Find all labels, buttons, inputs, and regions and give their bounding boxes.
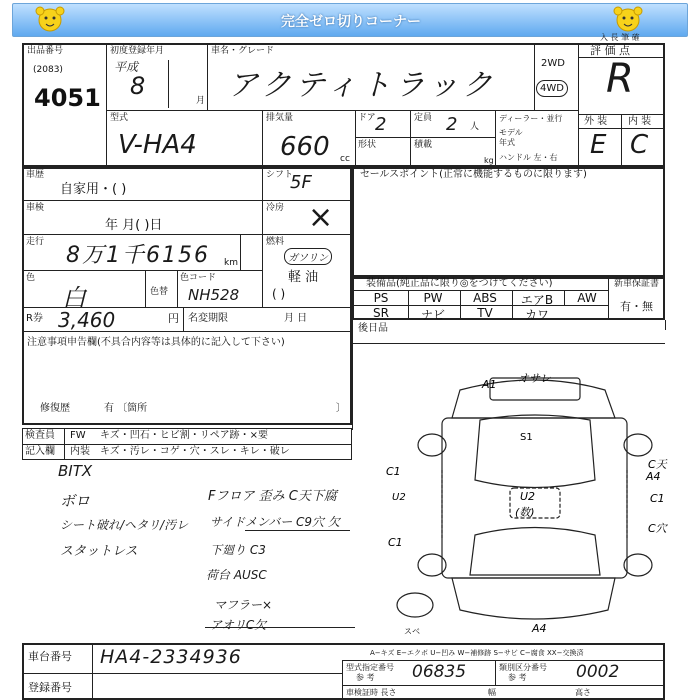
- load-label: 積載: [414, 140, 433, 150]
- note-line-1: BITX: [58, 462, 93, 480]
- equipment-item: カワ: [524, 308, 549, 322]
- name-change-value: 月 日: [284, 313, 308, 324]
- class-sub: 参 考: [508, 673, 527, 682]
- ac-value: ×: [308, 200, 334, 235]
- fuel-label: 燃料: [266, 237, 285, 247]
- ac-label: 冷房: [266, 203, 285, 213]
- mileage-value: 8万1千6156: [66, 243, 210, 268]
- fuel-value-hand: ガソリン: [284, 248, 332, 265]
- repair-label: 修復歴: [40, 403, 70, 414]
- warranty-label: 新車保証書: [614, 279, 660, 289]
- cert-width: 幅: [488, 688, 496, 697]
- capacity-unit: 人: [470, 122, 480, 132]
- rear-seat-label: 後日品: [358, 323, 388, 334]
- lot-number: 4051: [34, 84, 101, 112]
- mark-count: (数): [515, 506, 535, 519]
- color-changed-label: 色替: [150, 287, 169, 297]
- kg-unit: kg: [484, 156, 494, 165]
- mark-osare: オサレ: [518, 372, 551, 385]
- shift-label: シフト: [266, 170, 294, 180]
- first-reg-label: 初度登録年月: [110, 46, 165, 56]
- doors-label: ドア: [358, 113, 376, 123]
- class-value: 0002: [576, 662, 620, 682]
- mileage-label: 走行: [26, 237, 45, 247]
- mark-a4-bottom: A4: [532, 622, 547, 635]
- mark-a1: A1: [482, 378, 497, 391]
- mascot-left-icon: [34, 5, 66, 35]
- equipment-title: 装備品(純正品に限り◎をつけてください): [366, 278, 553, 289]
- sales-title: セールスポイント(正常に機能するものに限ります): [360, 169, 587, 180]
- inspector-marks: キズ・凹石・ヒビ割・リペア跡・×要: [100, 430, 268, 441]
- fuel-value: 軽 油: [288, 270, 319, 285]
- mark-c1-right: C1: [650, 492, 665, 505]
- color-label: 色: [26, 273, 36, 283]
- dealer-label: ディーラー・並行: [499, 114, 563, 123]
- sales-frame: [352, 167, 665, 277]
- note-right-6: アオリC欠: [210, 618, 267, 632]
- notice-label: 注意事項申告欄(不具合内容等は具体的に記入して下さい): [27, 337, 285, 348]
- note-right-2: サイドメンバー C9穴 欠: [210, 515, 340, 529]
- cert-label: 車検証時 長さ: [346, 688, 397, 697]
- drive-2wd: 2WD: [541, 58, 565, 69]
- km-unit: km: [224, 258, 238, 268]
- mark-u2-center: U2: [520, 490, 536, 503]
- doors-value: 2: [375, 114, 387, 135]
- lot-sub: (2083): [33, 65, 63, 75]
- banner-title: 完全ゼロ切りコーナー: [281, 14, 421, 30]
- type-sub: 参 考: [356, 673, 375, 682]
- mark-sube: スベ: [404, 627, 420, 636]
- eval-score: R: [606, 56, 634, 102]
- note-right-4: 荷台 AUSC: [206, 568, 267, 582]
- ext-label: 外 装: [584, 116, 608, 127]
- class-label: 類別区分番号: [499, 663, 547, 672]
- yen-unit: 円: [168, 312, 179, 325]
- mark-c1-left-top: C1: [386, 465, 401, 478]
- model-year-label: モデル年式: [499, 128, 523, 147]
- interior-label: 内装: [70, 446, 90, 457]
- mark-c-ana: C穴: [648, 522, 667, 535]
- note-right-3: 下廻り C3: [210, 543, 266, 557]
- usage-label: 車歴: [26, 170, 45, 180]
- equipment-item: PW: [423, 291, 443, 305]
- top-right-note: 入 長 筆 確: [600, 33, 640, 42]
- type-value: 06835: [412, 662, 467, 682]
- cert-height: 高さ: [575, 688, 591, 697]
- repair-value: 有 〔箇所: [104, 403, 148, 414]
- month-unit: 月: [196, 96, 206, 106]
- mark-s1: S1: [520, 432, 533, 443]
- chassis-label: 車台番号: [28, 650, 72, 663]
- int-score: C: [630, 130, 649, 160]
- handle-label: ハンドル 左・右: [499, 153, 558, 162]
- inspection-label: 車検: [26, 203, 45, 213]
- mark-a4-right: A4: [646, 470, 661, 483]
- usage-value: 自家用・( ): [60, 182, 127, 197]
- displacement-label: 排気量: [266, 113, 294, 123]
- repair-close: 〕: [336, 403, 346, 414]
- note-line-2: ボロ: [60, 492, 91, 510]
- capacity-label: 定員: [414, 113, 433, 123]
- capacity-value: 2: [446, 114, 458, 135]
- mascot-right-icon: [612, 5, 644, 35]
- color-value: 白: [62, 284, 86, 312]
- cc-unit: cc: [340, 154, 350, 164]
- recycle-value: 3,460: [58, 308, 116, 332]
- color-code-value: NH528: [188, 286, 240, 304]
- color-code-label: 色コード: [180, 273, 217, 283]
- equipment-item: エアB: [520, 293, 554, 307]
- shift-value: 5F: [290, 172, 312, 193]
- chassis-value: HA4-2334936: [100, 646, 242, 668]
- ext-score: E: [590, 130, 607, 160]
- inspector-fw: FW: [70, 430, 86, 441]
- note-right-1: Fフロア 歪み C天下腐: [208, 489, 337, 504]
- type-label: 型式指定番号: [346, 663, 394, 672]
- int-label: 内 装: [628, 116, 652, 127]
- entry-label: 記入欄: [25, 446, 55, 457]
- reg-label: 登録番号: [28, 681, 72, 694]
- equipment-item: SR: [373, 306, 389, 320]
- equipment-item: AW: [577, 291, 597, 305]
- equipment-item: PS: [373, 291, 389, 305]
- fuel-paren: ( ): [272, 287, 286, 301]
- name-change-label: 名変期限: [188, 313, 228, 324]
- eval-label: 評 価 点: [590, 44, 630, 57]
- displacement-value: 660: [280, 132, 330, 162]
- era-value: 平成: [114, 60, 139, 74]
- note-right-5: マフラー×: [214, 598, 273, 612]
- lot-label: 出品番号: [27, 46, 64, 56]
- warranty-value: 有・無: [620, 300, 653, 313]
- header-banner: [12, 3, 688, 37]
- mark-c1-left: C1: [388, 536, 403, 549]
- name-label: 車名・グレード: [211, 46, 275, 56]
- shape-label: 形状: [358, 140, 377, 150]
- note-line-3: シート破れ/ヘタリ/汚レ: [60, 518, 189, 532]
- equipment-item: TV: [477, 306, 493, 320]
- inspector-label: 検査員: [25, 430, 55, 441]
- model-value: V-HA4: [118, 130, 197, 160]
- year-value: 8: [130, 72, 146, 100]
- inspection-value: 年 月( )日: [105, 218, 163, 233]
- diagram-legend: A−キズ E−エクボ U−凹み W−補修跡 S−サビ C−腐食 XX−交換済: [370, 649, 584, 657]
- drive-4wd: 4WD: [536, 80, 568, 97]
- car-name: アクティトラック: [228, 68, 497, 103]
- model-label: 型式: [110, 113, 129, 123]
- recycle-label: R券: [26, 313, 43, 324]
- equipment-item: ナビ: [420, 308, 445, 322]
- car-damage-diagram: [360, 360, 670, 645]
- equipment-item: ABS: [473, 291, 497, 305]
- note-line-4: スタットレス: [60, 544, 138, 559]
- interior-marks: キズ・汚レ・コゲ・穴・スレ・キレ・破レ: [100, 446, 290, 457]
- mark-u2-left: U2: [392, 492, 406, 503]
- mark-c-ten: C天: [648, 458, 667, 471]
